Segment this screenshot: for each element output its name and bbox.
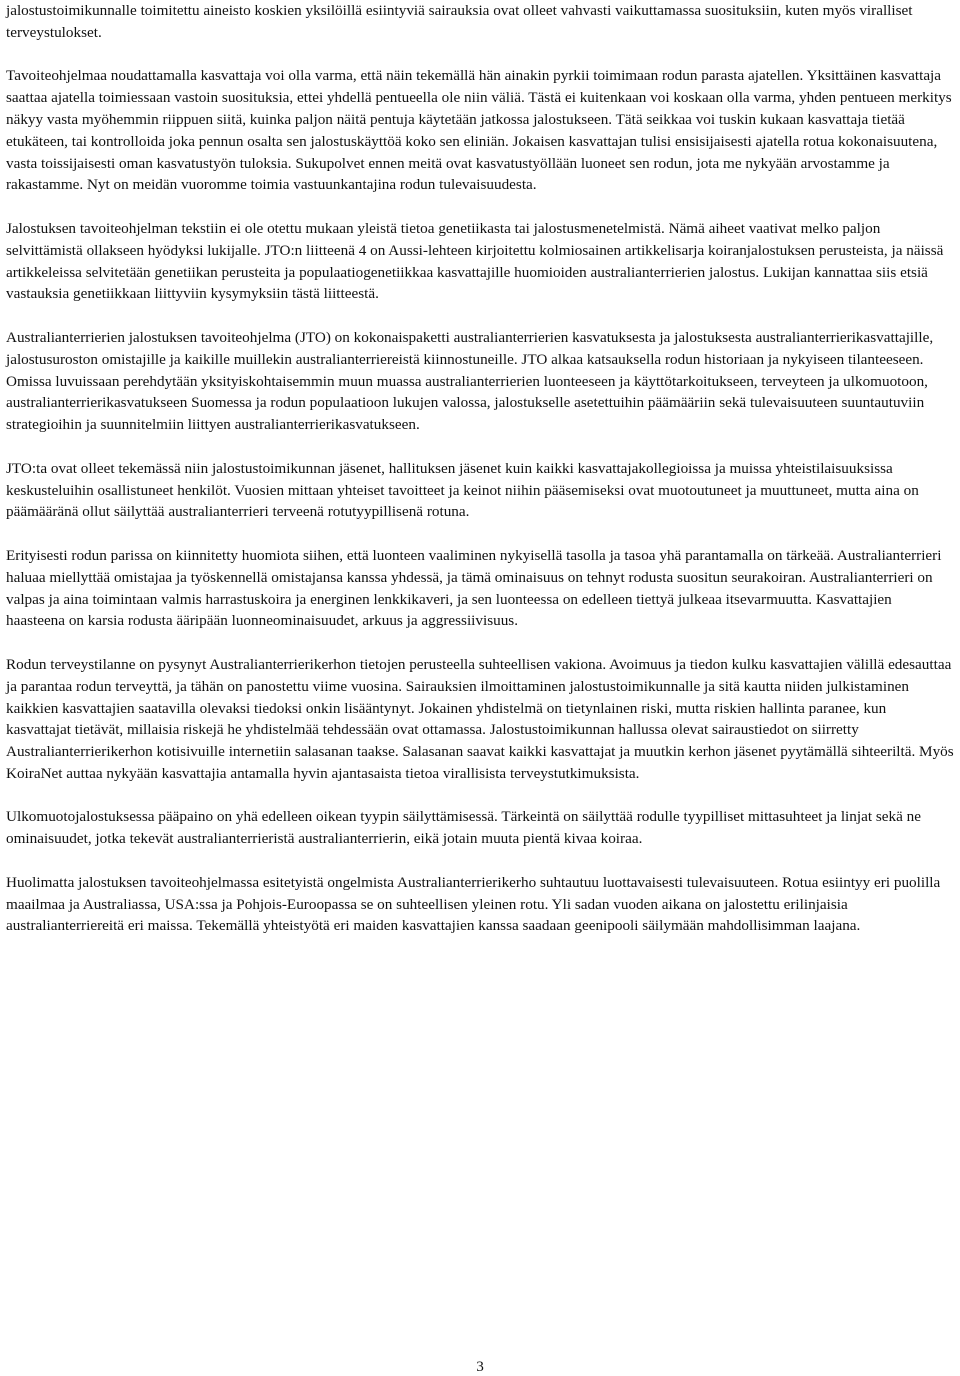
paragraph-1: jalostustoimikunnalle toimitettu aineisto koskien yksilöillä esiintyviä sairauksia ovat olleet vahvasti vaikuttamassa suosituksiin, kuten myös viralliset terveystulokset. bbox=[6, 2, 913, 41]
paragraph-4: Australianterrierien jalostuksen tavoiteohjelma (JTO) on kokonaispaketti australianterrierien kasvatuksesta ja jalostuksesta australianterrierikasvattajille, jalostusuroston omistajille ja kaikille muillekin australianterriereistä kiinnostuneille. JTO alkaa katsauksella rodun historiaan ja nykyiseen tilanteeseen. Omissa luvuissaan perehdytään yksityiskohtaisemmin muun muassa australianterrierien luonteeseen ja käyttötarkoitukseen, terveyteen ja ulkomuotoon, australianterrierikasvatukseen Suomessa ja rodun populaatioon lukujen valossa, jalostukselle asetettuihin päämääriin sekä tulevaisuuteen suuntautuviin strategioihin ja suunnitelmiin liittyen australianterrierikasvatukseen. bbox=[6, 328, 934, 434]
paragraph-7: Rodun terveystilanne on pysynyt Australianterrierikerhon tietojen perusteella suhteellisen vakiona. Avoimuus ja tiedon kulku kasvattajien välillä edesauttaa ja parantaa rodun terveyttä, ja tähän on panostettu viime vuosina. Sairauksien ilmoittaminen jalostustoimikunnalle ja sitä kautta niiden julkistaminen kaikkien kasvattajien saatavilla olevaksi tiedoksi onkin lisääntynyt. Jokainen yhdistelmä on tietynlainen riski, mutta riskien hallinta paranee, kun kasvattajat tietävät, millaisia riskejä he yhdistelmää tehdessään ovat ottamassa. Jalostustoimikunnan hallussa olevat sairaustiedot on siirretty Australianterrierikerhon kotisivuille internetiin salasanan taakse. Salasanan saavat kaikki kasvattajat ja muutkin kerhon jäsenet pyytämällä sihteeriltä. Myös KoiraNet auttaa nykyään kasvattajia antamalla hyvin ajantasaista tietoa virallisista terveystutkimuksista. bbox=[6, 655, 954, 782]
paragraph-6: Erityisesti rodun parissa on kiinnitetty huomiota siihen, että luonteen vaaliminen nykyisellä tasolla ja tasoa yhä parantamalla on tärkeää. Australianterrieri haluaa miellyttää omistajaa ja työskennellä omistajansa kanssa yhdessä, ja tämä ominaisuus on tehnyt rodusta suositun seurakoiran. Australianterrieri on valpas ja aina toimintaan valmis harrastuskoira ja energinen lenkkikaveri, ja sen luonteessa on edelleen tiettyä julkeaa itsevarmuutta. Kasvattajien haasteena on karsia rodusta ääripään luonneominaisuudet, arkuus ja aggressiivisuus. bbox=[6, 546, 942, 630]
paragraph-5: JTO:ta ovat olleet tekemässä niin jalostustoimikunnan jäsenet, hallituksen jäsenet kuin kaikki kasvattajakollegioissa ja muissa yhteistilaisuuksissa keskusteluihin osallistuneet henkilöt. Vuosien mittaan yhteiset tavoitteet ja keinot niihin pääsemiseksi ovat muotoutuneet ja muuttuneet, mutta aina on päämääränä ollut säilyttää australianterrieri terveenä rotutyypillisenä rotuna. bbox=[6, 459, 919, 521]
paragraph-9: Huolimatta jalostuksen tavoiteohjelmassa esitetyistä ongelmista Australianterrierikerho suhtautuu luottavaisesti tulevaisuuteen. Rotua esiintyy eri puolilla maailmaa ja Australiassa, USA:ssa ja Pohjois-Euroopassa se on suhteellisen yleinen rotu. Yli sadan vuoden aikana on jalostettu erilinjaisia australianterriereitä eri maissa. Tekemällä yhteistyötä eri maiden kasvattajien kanssa saadaan geenipooli säilymään mahdollisimman laajana. bbox=[6, 873, 941, 935]
paragraph-3: Jalostuksen tavoiteohjelman tekstiin ei ole otettu mukaan yleistä tietoa genetiikasta tai jalostusmenetelmistä. Nämä aiheet vaativat melko paljon selvittämistä ollakseen hyödyksi lukijalle. JTO:n liitteenä 4 on Aussi-lehteen kirjoitettu kolmiosainen artikkelisarja koiranjalostuksen perusteista, ja näissä artikkeleissa selvitetään genetiikan perusteita ja populaatiogenetiikkaa kasvattajille huomioiden australianterrierien jalostus. Lukijan kannattaa siis etsiä vastauksia genetiikkaan liittyviin kysymyksiin tästä liitteestä. bbox=[6, 219, 944, 303]
paragraph-8: Ulkomuotojalostuksessa pääpaino on yhä edelleen oikean tyypin säilyttämisessä. Tärkeintä on säilyttää rodulle tyypilliset mittasuhteet ja linjat sekä ne ominaisuudet, jotka tekevät australianterrieristä australianterrierin, eikä jotain muuta pientä kivaa koiraa. bbox=[6, 808, 921, 848]
document-page bbox=[6, 0, 954, 959]
paragraph-2: Tavoiteohjelmaa noudattamalla kasvattaja voi olla varma, että näin tekemällä hän ainakin pyrkii toimimaan rodun parasta ajatellen. Yksittäinen kasvattaja saattaa ajatella toimiessaan vastoin suosituksia, ettei yhdellä pentueella ole niin väliä. Tästä ei kuitenkaan voi koskaan olla varma, yhden pentueen merkitys näkyy vasta myöhemmin riippuen siitä, kuinka paljon näitä pentuja käytetään jatkossa jalostukseen. Tätä seikkaa voi tuskin kukaan kasvattaja tietää etukäteen, tai kontrolloida joka pennun osalta sen jalostuskäyttöä koko sen eliniän. Jokaisen kasvattajan tulisi ensisijaisesti ajatella rotua kokonaisuutena, vasta toissijaisesti oman kasvatustyön tuloksia. Sukupolvet ennen meitä ovat kasvatustyöllään luoneet sen rodun, jota me nykyään arvostamme ja rakastamme. Nyt on meidän vuoromme toimia vastuunkantajina rodun tulevaisuudesta. bbox=[6, 67, 952, 194]
page-number: 3 bbox=[476, 1358, 484, 1375]
